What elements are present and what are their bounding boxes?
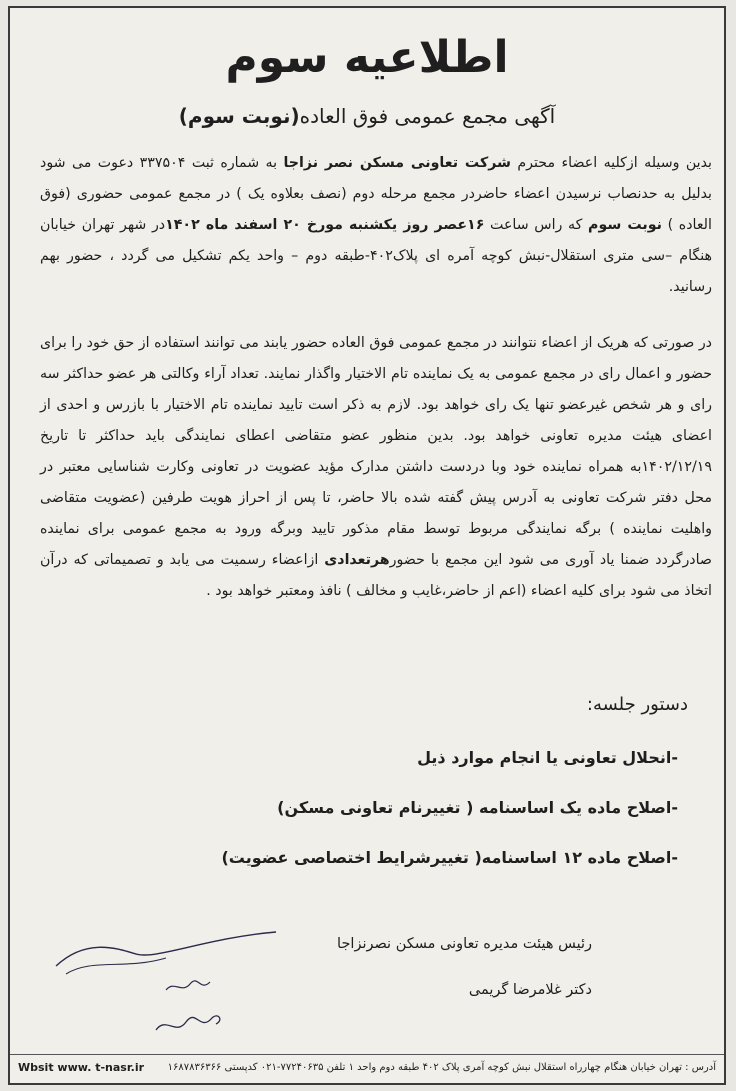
agenda-list <box>178 746 678 886</box>
company-name: شرکت تعاونی مسکن نصر نزاجا <box>283 155 511 171</box>
p2-text-a: در صورتی که هریک از اعضاء نتوانند در مجمع عمومی فوق العاده حضور یابند می توانند استفاده از حق خود را برای حضور و اعمال رای در مجمع عمومی به یک نماینده تام الاختیار واگذار نمایند. تعداد آراء وکالتی هر عضو حداکثر سه رای و هر شخص غیرعضو تنها یک رای خواهد بود. لازم به ذکر است تایید نماینده تام الاختیار با بازرس و احدی از اعضای هیئت مدیره تعاونی خواهد بود. بدین منظور عضو متقاضی اعطای نمایندگی باید حداکثر تا تاریخ ۱۴۰۲/۱۲/۱۹به همراه نماینده خود وبا دردست داشتن مدارک مؤید عضویت در تعاونی وکارت شناسایی معتبر در محل دفتر شرکت تعاونی به آدرس پیش گفته شده بالا حاضر، تا پس از احراز هویت طرفین (عضویت متقاضی واهلیت نماینده ) برگه نمایندگی مربوط توسط مقام مذکور تایید وبرگه ورود به مجمع عمومی برای نماینده صادرگردد ضمنا یاد آوری می شود این مجمع با حضور <box>40 335 712 568</box>
signatory-title: رئیس هیئت مدیره تعاونی مسکن نصرنزاجا <box>337 936 592 952</box>
notice-page <box>8 6 726 1085</box>
p1-text-d: در شهر تهران خیابان هنگام –سی متری استقلال-نبش کوچه آمره ای پلاک۴۰۲-طبقه دوم – واحد یکم تشکیل می گردد ، حضور بهم رسانید. <box>40 217 712 295</box>
footer-website: Wbsit www. t-nasr.ir <box>18 1061 145 1074</box>
footer <box>10 1054 724 1083</box>
subtitle-prefix: آگهی مجمع عمومی فوق العاده <box>299 104 556 128</box>
proxy-paragraph <box>40 328 712 607</box>
notice-subtitle <box>10 104 724 128</box>
page-title: اطلاعیه سوم <box>225 32 509 83</box>
footer-address: آدرس : تهران خیابان هنگام چهارراه استقلال نبش کوچه آمری پلاک ۴۰۲ طبقه دوم واحد ۱ تلفن ۷۷۲۴۰۶۳۵-۰۲۱ کدپستی ۱۶۸۷۸۳۶۳۶۶ <box>167 1062 716 1073</box>
third-turn: نوبت سوم <box>588 217 662 233</box>
p1-text-b: به شماره ثبت ۳۳۷۵۰۴ دعوت می شود بدلیل به حدنصاب نرسیدن اعضاء حاضردر مجمع مرحله دوم (نصف بعلاوه یک ) در مجمع عمومی حضوری (فوق العاده ) <box>40 155 712 233</box>
agenda-item: -اصلاح ماده ۱۲ اساسنامه( تغییرشرایط اختصاصی عضویت) <box>221 848 678 867</box>
agenda-title: دستور جلسه: <box>586 694 688 715</box>
p1-text-c: که راس ساعت <box>484 217 589 233</box>
p1-text-a: بدین وسیله ازکلیه اعضاء محترم <box>510 155 712 171</box>
handwritten-signature <box>46 918 306 1058</box>
signatory-name: دکتر غلامرضا گریمی <box>468 982 592 998</box>
quorum-text: هرتعدادی <box>324 552 390 568</box>
agenda-item: -اصلاح ماده یک اساسنامه ( تغییرنام تعاونی مسکن) <box>277 798 678 817</box>
agenda-item: -انحلال تعاونی یا انجام موارد ذیل <box>417 748 678 767</box>
invitation-paragraph <box>40 148 712 303</box>
p2-text-b: ازاعضاء رسمیت می یابد و تصمیماتی که درآن اتخاذ می شود برای کلیه اعضاء (اعم از حاضر،غایب و مخالف ) نافذ ومعتبر خواهد بود . <box>40 552 712 599</box>
meeting-date: ۱۶عصر روز یکشنبه مورخ ۲۰ اسفند ماه ۱۴۰۲ <box>165 217 485 233</box>
subtitle-turn: (نوبت سوم) <box>178 104 300 128</box>
